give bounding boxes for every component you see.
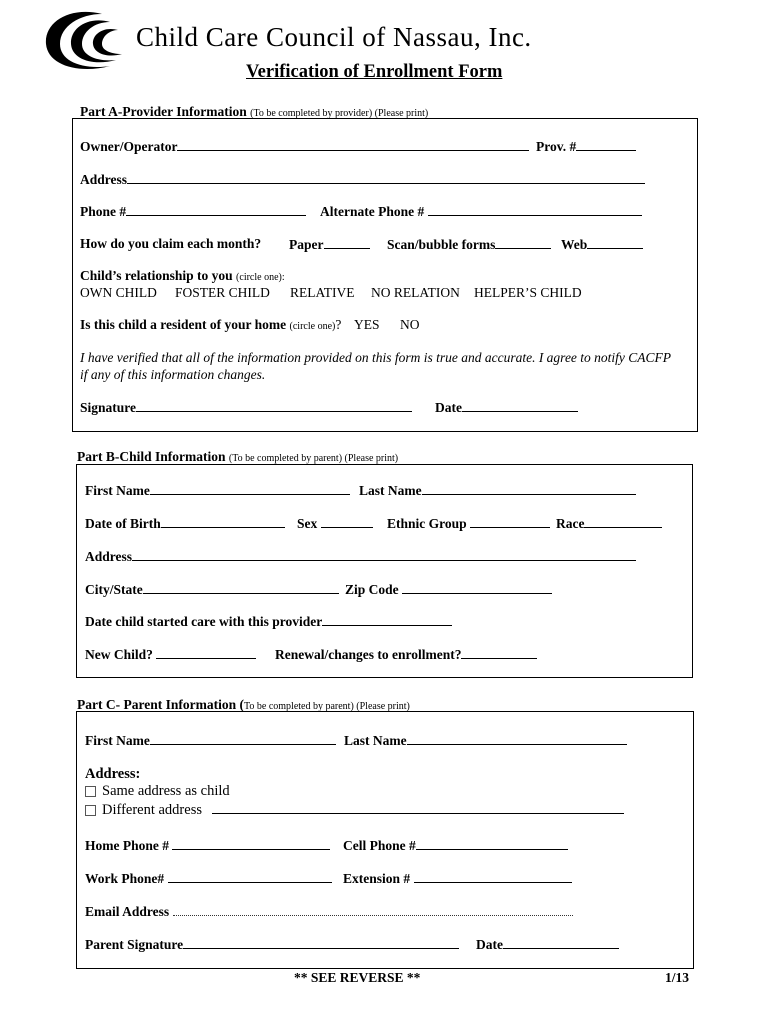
- relationship-note: (circle one):: [236, 272, 285, 283]
- child-first-name-field[interactable]: [85, 482, 350, 499]
- relationship-option-helpers-child[interactable]: HELPER’S CHILD: [474, 285, 582, 300]
- provider-address-field[interactable]: [80, 171, 645, 188]
- resident-yes[interactable]: YES: [354, 317, 380, 332]
- home-phone-line[interactable]: [172, 837, 330, 850]
- resident-no[interactable]: NO: [400, 317, 420, 332]
- provider-address-label: Address: [80, 172, 128, 187]
- phone-field[interactable]: [80, 203, 306, 220]
- parent-signature-line[interactable]: [183, 936, 459, 949]
- part-c-title: Part C- Parent Information (: [77, 697, 244, 712]
- child-last-name-field[interactable]: [359, 482, 636, 499]
- provider-date-line[interactable]: [462, 399, 578, 412]
- parent-address-label: Address:: [85, 766, 141, 782]
- different-address-label: Different address: [102, 802, 202, 818]
- prov-number-field[interactable]: [536, 138, 636, 155]
- parent-last-name-line[interactable]: [407, 732, 627, 745]
- dob-field[interactable]: [85, 515, 285, 532]
- logo: [40, 8, 140, 76]
- start-date-field[interactable]: [85, 613, 452, 630]
- relationship-label: Child’s relationship to you: [80, 268, 233, 283]
- email-field[interactable]: [85, 903, 573, 920]
- renewal-line[interactable]: [461, 646, 537, 659]
- provider-signature-label: Signature: [80, 400, 137, 415]
- sex-field[interactable]: [297, 515, 373, 532]
- child-address-field[interactable]: [85, 548, 636, 565]
- city-state-label: City/State: [85, 582, 143, 597]
- relationship-option-foster-child[interactable]: FOSTER CHILD: [175, 285, 270, 300]
- provider-signature-field[interactable]: [80, 399, 412, 416]
- dob-label: Date of Birth: [85, 516, 161, 531]
- sex-line[interactable]: [321, 515, 373, 528]
- new-child-line[interactable]: [156, 646, 256, 659]
- statement-line-1: I have verified that all of the information provided on this form is true and accurate. I agree to notify CACFP: [80, 350, 672, 365]
- race-line[interactable]: [584, 515, 662, 528]
- cell-phone-field[interactable]: [343, 837, 568, 854]
- part-a-note: (To be completed by provider) (Please print): [250, 108, 429, 119]
- part-b-heading: [77, 449, 398, 465]
- relationship-option-no-relation[interactable]: NO RELATION: [371, 285, 460, 300]
- resident-qmark: ?: [335, 317, 342, 332]
- cell-phone-line[interactable]: [416, 837, 568, 850]
- dob-line[interactable]: [161, 515, 285, 528]
- child-first-name-line[interactable]: [150, 482, 350, 495]
- owner-line[interactable]: [177, 138, 529, 151]
- part-c-note: To be completed by parent) (Please print): [243, 701, 410, 712]
- page-number: 1/13: [665, 970, 690, 985]
- phone-label: Phone #: [80, 204, 127, 219]
- child-address-line[interactable]: [132, 548, 636, 561]
- extension-label: Extension #: [343, 871, 411, 886]
- parent-last-name-field[interactable]: [344, 732, 627, 749]
- parent-date-field[interactable]: [476, 936, 619, 953]
- relationship-option-relative[interactable]: RELATIVE: [290, 285, 355, 300]
- claim-paper-label: Paper: [289, 237, 324, 252]
- owner-operator-field[interactable]: [80, 138, 529, 155]
- claim-scan-line[interactable]: [495, 236, 551, 249]
- see-reverse-note: ** SEE REVERSE **: [294, 970, 421, 985]
- claim-paper-field[interactable]: [289, 236, 370, 253]
- work-phone-line[interactable]: [168, 870, 332, 883]
- home-phone-field[interactable]: [85, 837, 330, 854]
- different-address-option[interactable]: [85, 801, 624, 819]
- claim-scan-field[interactable]: [387, 236, 551, 253]
- same-address-label: Same address as child: [102, 783, 230, 799]
- child-last-name-label: Last Name: [359, 483, 422, 498]
- ethnic-group-label: Ethnic Group: [387, 516, 467, 531]
- resident-note: (circle one): [289, 321, 336, 332]
- different-address-line[interactable]: [212, 801, 624, 814]
- form-title: Verification of Enrollment Form: [246, 62, 503, 82]
- zip-code-field[interactable]: [345, 581, 552, 598]
- parent-date-line[interactable]: [503, 936, 619, 949]
- child-first-name-label: First Name: [85, 483, 150, 498]
- city-state-line[interactable]: [143, 581, 339, 594]
- child-address-label: Address: [85, 549, 133, 564]
- owner-label: Owner/Operator: [80, 139, 178, 154]
- resident-question: [80, 317, 341, 333]
- cell-phone-label: Cell Phone #: [343, 838, 416, 853]
- parent-signature-label: Parent Signature: [85, 937, 184, 952]
- renewal-field[interactable]: [275, 646, 537, 663]
- city-state-field[interactable]: [85, 581, 339, 598]
- org-name: Child Care Council of Nassau, Inc.: [136, 22, 532, 52]
- statement-line-2: if any of this information changes.: [80, 367, 266, 382]
- provider-date-field[interactable]: [435, 399, 578, 416]
- alt-phone-line[interactable]: [428, 203, 642, 216]
- claim-paper-line[interactable]: [324, 236, 370, 249]
- prov-line[interactable]: [576, 138, 636, 151]
- email-line[interactable]: [173, 903, 573, 916]
- ethnic-group-line[interactable]: [470, 515, 550, 528]
- different-address-checkbox[interactable]: [85, 805, 96, 816]
- part-b-note: (To be completed by parent) (Please print): [228, 453, 399, 464]
- same-address-option[interactable]: [85, 783, 230, 800]
- email-label: Email Address: [85, 904, 170, 919]
- parent-first-name-field[interactable]: [85, 732, 336, 749]
- start-date-label: Date child started care with this provider: [85, 614, 323, 629]
- same-address-checkbox[interactable]: [85, 786, 96, 797]
- new-child-label: New Child?: [85, 647, 153, 662]
- new-child-field[interactable]: [85, 646, 256, 663]
- parent-signature-field[interactable]: [85, 936, 459, 953]
- parent-first-name-line[interactable]: [150, 732, 336, 745]
- ethnic-group-field[interactable]: [387, 515, 550, 532]
- extension-line[interactable]: [414, 870, 572, 883]
- extension-field[interactable]: [343, 870, 572, 887]
- work-phone-field[interactable]: [85, 870, 332, 887]
- prov-label: Prov. #: [536, 139, 577, 154]
- parent-last-name-label: Last Name: [344, 733, 407, 748]
- part-b-title: Part B-Child Information: [77, 449, 226, 464]
- relationship-option-own-child[interactable]: OWN CHILD: [80, 285, 157, 300]
- phone-line[interactable]: [126, 203, 306, 216]
- claim-scan-label: Scan/bubble forms: [387, 237, 496, 252]
- claim-question: How do you claim each month?: [80, 236, 262, 251]
- claim-web-label: Web: [561, 237, 588, 252]
- resident-label: Is this child a resident of your home: [80, 317, 287, 332]
- relationship-question: [80, 268, 285, 284]
- claim-web-line[interactable]: [587, 236, 643, 249]
- start-date-line[interactable]: [322, 613, 452, 626]
- sex-label: Sex: [297, 516, 318, 531]
- alt-phone-label: Alternate Phone #: [320, 204, 425, 219]
- zip-code-label: Zip Code: [345, 582, 399, 597]
- claim-web-field[interactable]: [561, 236, 643, 253]
- home-phone-label: Home Phone #: [85, 838, 169, 853]
- zip-code-line[interactable]: [402, 581, 552, 594]
- provider-signature-line[interactable]: [136, 399, 412, 412]
- provider-date-label: Date: [435, 400, 462, 415]
- child-last-name-line[interactable]: [422, 482, 636, 495]
- provider-address-line[interactable]: [127, 171, 645, 184]
- parent-date-label: Date: [476, 937, 503, 952]
- logo-swoosh-icon: [40, 8, 140, 76]
- renewal-label: Renewal/changes to enrollment?: [275, 647, 462, 662]
- alt-phone-field[interactable]: [320, 203, 642, 220]
- race-label: Race: [556, 516, 585, 531]
- race-field[interactable]: [556, 515, 662, 532]
- parent-first-name-label: First Name: [85, 733, 150, 748]
- part-a-title: Part A-Provider Information: [80, 104, 247, 119]
- work-phone-label: Work Phone#: [85, 871, 165, 886]
